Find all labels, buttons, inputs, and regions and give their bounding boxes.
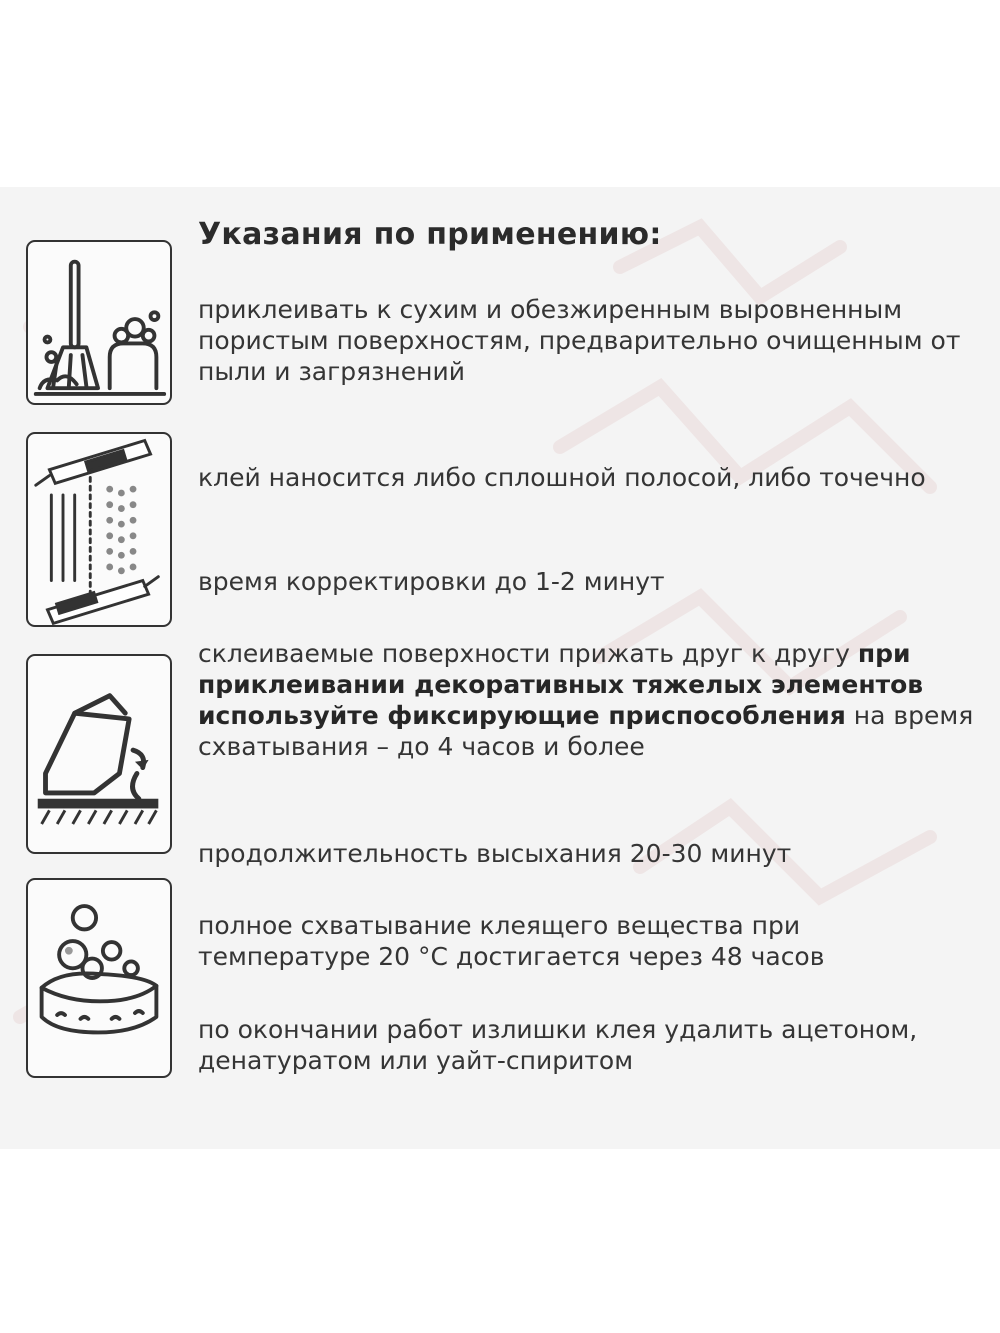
- instruction-text: клей наносится либо сплошной полосой, либо точечно: [198, 463, 926, 492]
- instruction-correction-time: [198, 566, 978, 597]
- instructions-panel: [0, 187, 1000, 1149]
- instruction-application-method: [198, 462, 978, 493]
- instruction-full-cure: [198, 910, 978, 972]
- instruction-text: по окончании работ излишки клея удалить ацетоном, денатуратом или уайт-спиритом: [198, 1015, 918, 1075]
- instruction-press-surfaces: [198, 638, 978, 762]
- instruction-text: на время схватывания – до 4 часов и более: [198, 701, 974, 761]
- broom-cleaning-icon: [26, 240, 172, 405]
- glue-application-icon: [26, 432, 172, 627]
- instruction-text: полное схватывание клеящего вещества при температуре 20 °С достигается через 48 часов: [198, 911, 825, 971]
- page-title: Указания по применению:: [198, 217, 662, 252]
- instruction-bold-warning: при приклеивании декоративных тяжелых элементов используйте фиксирующие приспособления: [198, 639, 924, 730]
- instruction-cleanup: [198, 1014, 978, 1076]
- sponge-cleanup-icon: [26, 878, 172, 1078]
- instruction-text: склеиваемые поверхности прижать друг к другу: [198, 639, 850, 668]
- instruction-surface-prep: [198, 294, 978, 387]
- instruction-drying-time: [198, 838, 978, 869]
- instruction-text: время корректировки до 1-2 минут: [198, 567, 665, 596]
- instruction-text: приклеивать к сухим и обезжиренным выровненным пористым поверхностям, предварительно очищенным от пыли и загрязнений: [198, 295, 961, 386]
- press-surface-icon: [26, 654, 172, 854]
- instruction-text: продолжительность высыхания 20-30 минут: [198, 839, 792, 868]
